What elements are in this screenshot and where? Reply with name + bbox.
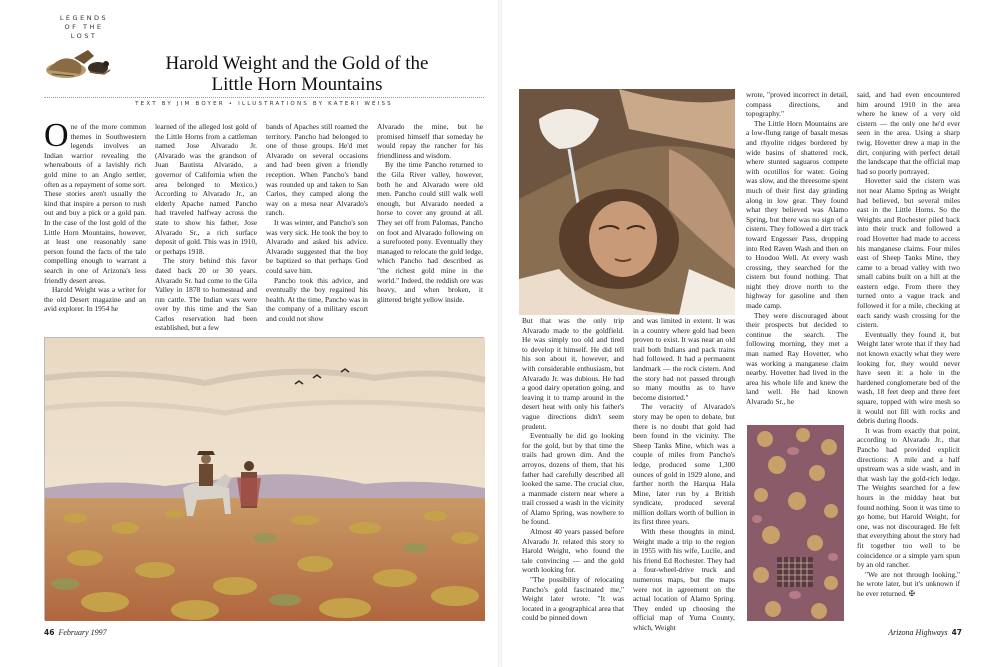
folio-left [44, 628, 107, 637]
magazine-name: Arizona Highways [888, 628, 948, 637]
article-title: Harold Weight and the Gold of the Little Horn Mountains [165, 53, 429, 95]
column-8 [857, 90, 960, 622]
cistern-illustration-icon [747, 425, 844, 621]
series-label [44, 14, 124, 41]
paragraph [44, 117, 146, 285]
paragraph: Almost 40 years passed before Alvarado Jr. related this story to Harold Weight, who found the tale convincing — and the gold worth looking for. [522, 527, 624, 575]
paragraph: The story behind this favor dated back 20 or 30 years. Alvarado Sr. had come to the Gila Valley in 1878 to homestead and run cattle. The Indian wars were over by this time and the San Carlos reservation had been established, but a few [155, 256, 257, 333]
column-1 [44, 117, 146, 336]
page-number-right: 47 [951, 628, 962, 637]
paragraph: "We are not through looking," he wrote later, but it's unknown if he ever returned. ✠ [857, 569, 960, 598]
paragraph: By the time Pancho returned to the Gila River valley, however, both he and Alvarado were old men. Pancho could still walk well enough, but Alvarado needed a horse to cover any ground at all. They set off from Palomas, Pancho on foot and Alvarado following on a surefooted pony. Eventually they managed to relocate the gold ledge, which Pancho had described as "the richest gold mine in the world." Indeed, the reddish ore was heavy, and when broken, it glittered bright yellow inside. [377, 160, 483, 304]
series-line-1: LEGENDS [59, 14, 109, 22]
paragraph: The veracity of Alvarado's story may be open to debate, but there is no doubt that gold had been found in the vicinity. The Sheep Tanks Mine, which was a couple of miles from Pancho's ledge, produced some 1,300 ounces of gold in 1929 alone, and farther north the Harqua Hala Mine, later run by a British syndicate, produced several million dollars worth of bullion in its first three years. [633, 402, 735, 527]
paragraph-text: ne of the more common themes in Southwestern legends involves an Indian warrior revealing the whereabouts of a lavishly rich gold mine to an Anglo settler, often as a repayment of some sort. These stories aren't usually the kind that inspire a person to rush out and buy a pick or a gold pan. In the case of the lost gold of the Little Horn Mountains, however, at least one reasonably sane person found the facts of the tale compelling enough to warrant a search in one of Arizona's less friendly desert areas. [44, 122, 146, 285]
paragraph: Pancho took this advice, and eventually the boy regained his health. At the time, Pancho was in the company of a military escort and could not show [266, 275, 368, 323]
paragraph: Eventually they found it, but Weight later wrote that if they had not known exactly what they were looking for, they would never have seen it: a hole in the hardened conglomerate bed of the wash, 18 feet deep and three feet square, topped with wire mesh so it would not fill with rocks and debris during floods. [857, 329, 960, 426]
cistern-illustration [747, 425, 844, 621]
byline: TEXT BY JIM BOYER • ILLUSTRATIONS BY KATERI WEISS [135, 101, 393, 107]
gutter [498, 0, 502, 667]
paragraph: wrote, "proved incorrect in detail, compass directions, and topography." [746, 90, 848, 119]
page-number-left: 46 [44, 628, 55, 637]
baptism-illustration-icon [519, 89, 735, 315]
paragraph: The Little Horn Mountains are a low-flung range of basalt mesas and rhyolite ridges bordered by wide basins of shattered rock, where stunted saguaros compete with ocotillos for water. Going was slow, and the threesome spent much of their first day grinding along in low gear. They found what they believed was Alamo Spring, but there was no sign of a cistern. They followed a dirt track toward Engesser Pass, dropping into Red Raven Wash and then on to Hoodoo Well. At every wash crossing, they searched for the cistern but found nothing. That night they drove north to the highway for gasoline and then made camp. [746, 118, 848, 311]
column-3 [266, 122, 368, 336]
column-5 [522, 316, 624, 622]
folio-right [888, 628, 962, 637]
paragraph: Alvarado the mine, but he promised himself that someday he would repay the rancher for his friendliness and wisdom. [377, 122, 483, 160]
paragraph: and was limited in extent. It was in a country where gold had been proven to exist. It was near an old trail both Indians and pack trains had followed. It had a permanent landmark — the rock cistern. And the story had not passed through so many mouths as to have become distorted." [633, 316, 735, 402]
series-line-3: LOST [70, 32, 98, 40]
series-vignette-art-icon [44, 44, 114, 80]
horse-riders-illustration [44, 337, 484, 620]
paragraph: bands of Apaches still roamed the territory. Pancho had belonged to one of those groups. He'd met Alvarado on several occasions and had been given a friendly reception. When Pancho's band was rounded up and taken to San Carlos, they camped along the way on a mesa near Alvarado's ranch. [266, 122, 368, 218]
title-rule [44, 97, 484, 98]
column-6 [633, 316, 735, 632]
column-7 [746, 90, 848, 418]
paragraph: It was from exactly that point, according to Alvarado Jr., that Pancho had provided explicit directions: A mile and a half upstream was a side wash, and in that wash lay the gold-rich ledge. The Weights searched for a few hours in the midday heat but found nothing. Soon it was time to go home, but Harold Weight, for one, was not discouraged. He felt that everything about the story had fit together too well to be coincidence or a simple yarn spun by an old rancher. [857, 425, 960, 570]
paragraph: learned of the alleged lost gold of the Little Horns from a cattleman named Jose Alvarado Jr. (Alvarado was the grandson of Juan Bautista Alvarado, a governor of California when the area belonged to Mexico.) According to Alvarado Jr., an elderly Apache named Pancho had traveled halfway across the state to show his father, Jose Alvarado Sr., a rich surface deposit of gold. This was in 1910, or perhaps 1918. [155, 122, 257, 256]
paragraph: said, and had even encountered him around 1910 in the area where he knew of a very old cistern — the only one he'd ever seen in the area. Using a sharp twig, Hovetter drew a map in the dirt, conjuring with perfect detail the landscape that the official map had so poorly portrayed. [857, 90, 960, 176]
paragraph: They were discouraged about their prospects but decided to continue the search. The following morning, they met a man named Ray Hovetter, who was working a manganese claim nearby. Hovetter had lived in the area his whole life and knew the land well. He had known Alvarado Sr., he [746, 310, 848, 406]
drop-cap: O [44, 117, 69, 154]
paragraph: Hovetter said the cistern was not near Alamo Spring as Weight had believed, but several miles east in the Little Horns. So the Weights and Rochester piled back into their truck and followed a road Hovetter had made to access his manganese claims. Four miles east of Sheep Tanks Mine, they came to a broad valley with two small cabins built on a hill at the eastern edge. From there they turned onto a vague track and followed it for a mile, checking at each sandy wash crossing for the cistern. [857, 176, 960, 330]
issue-date: February 1997 [58, 628, 107, 637]
horse-riders-illustration-icon [45, 338, 485, 621]
paragraph: It was winter, and Pancho's son was very sick. He took the boy to Alvarado and asked his advice. Alvarado suggested that the boy be baptized so that perhaps God could save him. [266, 217, 368, 275]
paragraph: With these thoughts in mind, Weight made a trip to the region in 1955 with his wife, Lucile, and his friend Ed Rochester. They had a four-wheel-drive truck and numerous maps, but the maps were not in agreement on the actual location of Alamo Spring. They ended up choosing the official map of Yuma County, which, Weight [633, 527, 735, 632]
baptism-illustration [519, 89, 735, 315]
paragraph: Eventually he did go looking for the gold, but by that time the trails had grown dim. And the arroyos, dozens of them, that his father had carefully described all looked the same. The crucial clue, a manmade cistern near where a trail crossed a wash in the vicinity of Alamo Spring, was nowhere to be found. [522, 431, 624, 527]
column-4 [377, 122, 483, 336]
column-2 [155, 122, 257, 336]
series-line-2: OF THE [64, 23, 104, 31]
paragraph: "The possibility of relocating Pancho's gold fascinated me," Weight later wrote. "It was located in a geographical area that could be pinned down [522, 575, 624, 623]
paragraph: But that was the only trip Alvarado made to the goldfield. He was simply too old and tired to develop it himself. He did tell his son about it, however, and with considerable enthusiasm, but Alvarado Jr. was dubious. He had a good dairy operation going, and leaving it to tramp around in the desert heat with only his father's vague directions didn't seem prudent. [522, 316, 624, 431]
paragraph: Harold Weight was a writer for the old Desert magazine and an avid explorer. In 1954 he [44, 285, 146, 314]
